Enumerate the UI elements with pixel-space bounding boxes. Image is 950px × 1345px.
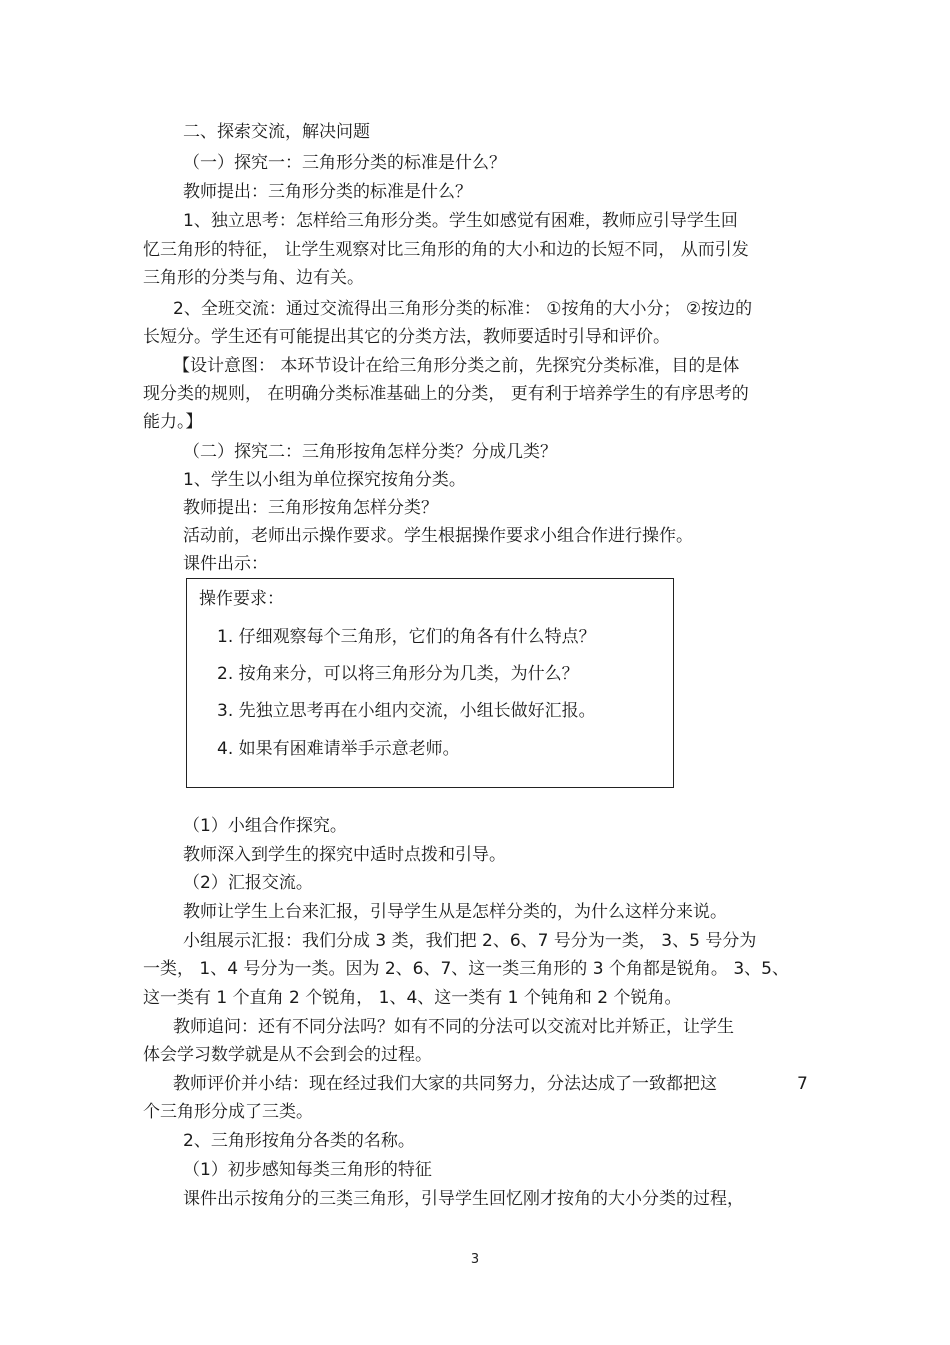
- teacher-summary-number: 7: [797, 1074, 808, 1094]
- inquiry2-teacher-ask: 教师提出：三角形按角怎样分类？: [183, 498, 438, 518]
- inquiry1-heading: （一）探究一：三角形分类的标准是什么？: [183, 153, 506, 173]
- requirement-item: 2. 按角来分，可以将三角形分为几类，为什么？: [217, 664, 579, 684]
- group-report-line: 小组展示汇报：我们分成 3 类，我们把 2、6、7 号分为一类， 3、5 号分为: [183, 931, 757, 951]
- step2-sub-heading: （1）初步感知每类三角形的特征: [183, 1160, 432, 1180]
- group-report-line: 一类， 1、4 号分为一类。因为 2、6、7、这一类三角形的 3 个角都是锐角。 3、5、: [143, 959, 789, 979]
- before-activity: 活动前，老师出示操作要求。学生根据操作要求小组合作进行操作。: [183, 526, 693, 546]
- paragraph-line: 忆三角形的特征， 让学生观察对比三角形的角的大小和边的长短不同， 从而引发: [143, 240, 749, 260]
- inquiry2-step1: 1、学生以小组为单位探究按角分类。: [183, 470, 466, 490]
- section-title: 二、探索交流，解决问题: [183, 122, 370, 142]
- teacher-followup-line: 教师追问：还有不同分法吗？如有不同的分法可以交流对比并矫正，让学生: [173, 1017, 734, 1037]
- step2-heading: 2、三角形按角分各类的名称。: [183, 1131, 415, 1151]
- page-number: 3: [470, 1252, 480, 1267]
- design-intent-line: 【设计意图： 本环节设计在给三角形分类之前，先探究分类标准，目的是体: [173, 356, 740, 376]
- paragraph-line: 2、全班交流：通过交流得出三角形分类的标准： ①按角的大小分； ②按边的: [173, 299, 753, 319]
- requirement-item: 4. 如果有困难请举手示意老师。: [217, 739, 460, 759]
- paragraph-line: 1、独立思考：怎样给三角形分类。学生如感觉有困难，教师应引导学生回: [183, 211, 738, 231]
- requirement-item: 3. 先独立思考再在小组内交流，小组长做好汇报。: [217, 701, 596, 721]
- requirements-title: 操作要求：: [199, 589, 284, 609]
- design-intent-line: 现分类的规则， 在明确分类标准基础上的分类， 更有利于培养学生的有序思考的: [143, 384, 749, 404]
- inquiry2-heading: （二）探究二：三角形按角怎样分类？分成几类？: [183, 442, 557, 462]
- paragraph-line: （2）汇报交流。: [183, 873, 313, 893]
- teacher-summary-line: 个三角形分成了三类。: [143, 1102, 313, 1122]
- paragraph-line: 教师深入到学生的探究中适时点拨和引导。: [183, 845, 506, 865]
- paragraph-line: 长短分。学生还有可能提出其它的分类方法，教师要适时引导和评价。: [143, 327, 670, 347]
- paragraph-line: 教师让学生上台来汇报，引导学生从是怎样分类的，为什么这样分来说。: [183, 902, 727, 922]
- teacher-followup-line: 体会学习数学就是从不会到会的过程。: [143, 1045, 432, 1065]
- requirement-item: 1. 仔细观察每个三角形，它们的角各有什么特点？: [217, 627, 596, 647]
- paragraph-line: 三角形的分类与角、边有关。: [143, 268, 364, 288]
- paragraph-line: 课件出示按角分的三类三角形，引导学生回忆刚才按角的大小分类的过程，: [183, 1189, 744, 1209]
- design-intent-line: 能力。】: [143, 412, 203, 432]
- inquiry1-teacher-ask: 教师提出：三角形分类的标准是什么？: [183, 182, 472, 202]
- teacher-summary-line: 教师评价并小结：现在经过我们大家的共同努力，分法达成了一致都把这: [173, 1074, 717, 1094]
- group-report-line: 这一类有 1 个直角 2 个锐角， 1、4、这一类有 1 个钝角和 2 个锐角。: [143, 988, 682, 1008]
- courseware-label: 课件出示：: [183, 554, 268, 574]
- paragraph-line: （1）小组合作探究。: [183, 816, 347, 836]
